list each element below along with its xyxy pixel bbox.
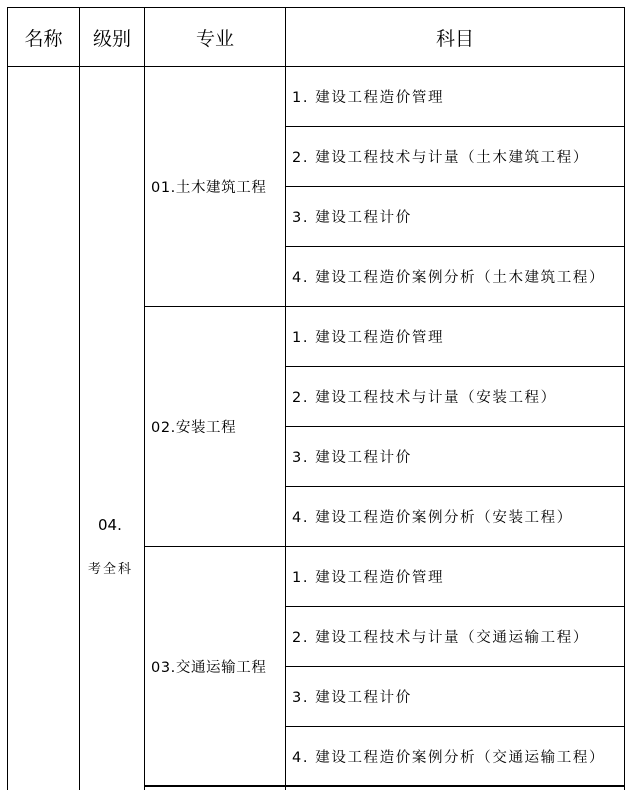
subject-cell: 2. 建设工程技术与计量（交通运输工程）: [292, 630, 589, 646]
subject-cell: 4. 建设工程造价案例分析（安装工程）: [292, 510, 573, 526]
subject-cell: 1. 建设工程造价管理: [292, 330, 445, 346]
header-name: 名称: [24, 27, 63, 50]
subject-cell: 3. 建设工程计价: [292, 450, 412, 466]
subject-cell: 1. 建设工程造价管理: [292, 90, 445, 106]
major-name: 03.交通运输工程: [151, 659, 267, 676]
subject-cell: 2. 建设工程技术与计量（安装工程）: [292, 390, 557, 406]
header-level: 级别: [92, 27, 131, 50]
subject-cell: 4. 建设工程造价案例分析（交通运输工程）: [292, 749, 606, 766]
major-name: 02.安装工程: [151, 420, 237, 436]
subject-cell: 3. 建设工程计价: [292, 210, 412, 226]
subject-cell: 4. 建设工程造价案例分析（土木建筑工程）: [292, 270, 606, 286]
major-separator: [144, 785, 625, 787]
subject-cell: 3. 建设工程计价: [292, 690, 412, 706]
subject-cell: 1. 建设工程造价管理: [292, 570, 445, 586]
table-right-border: [624, 7, 625, 790]
header-subject: 科目: [435, 27, 474, 50]
subject-cell: 2. 建设工程技术与计量（土木建筑工程）: [292, 150, 589, 166]
level-label: 考全科: [88, 562, 134, 577]
major-name: 01.土木建筑工程: [151, 180, 267, 196]
column-divider-name-level: [79, 7, 80, 790]
table-left-border: [7, 7, 8, 790]
header-major: 专业: [195, 27, 234, 50]
level-number: 04.: [98, 516, 122, 534]
column-divider-level-major: [144, 7, 145, 790]
